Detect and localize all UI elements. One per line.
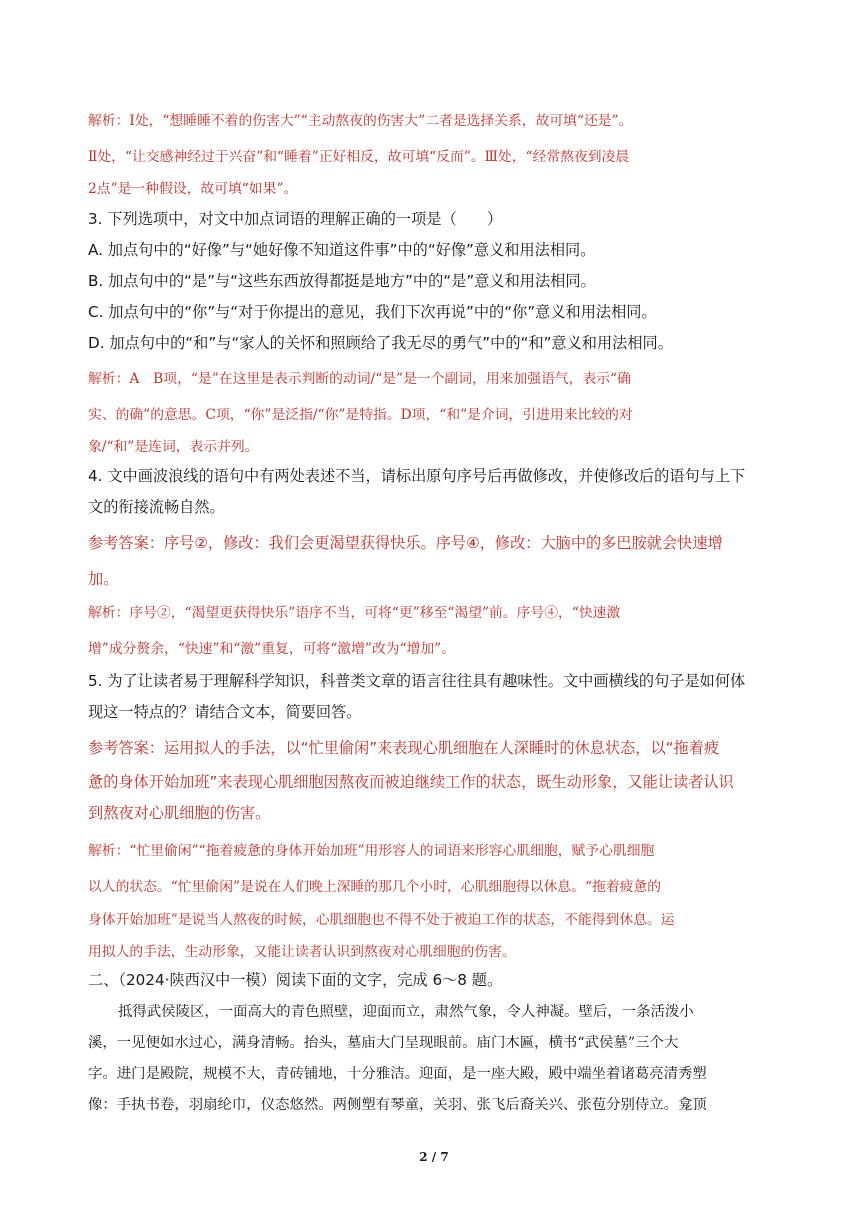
q5-answer-line-1 (88, 737, 778, 759)
q2-analysis-line-2: Ⅱ处，“让交感神经过于兴奋”和“睡着”正好相反，故可填“反而”。Ⅲ处，“经常熬夜到凌晨 (88, 149, 630, 165)
analysis-text: “忙里偷闲”“拖着疲惫的身体开始加班”用形容人的词语来形容心肌细胞，赋予心肌细胞 (129, 843, 655, 859)
q5-answer-line-2: 惫的身体开始加班”来表现心肌细胞因熬夜而被迫继续工作的状态，既生动形象，又能让读者认识 (88, 773, 734, 791)
passage-line-4: 像：手执书卷，羽扇纶巾，仪态悠然。两侧塑有琴童，关羽、张飞后裔关兴、张苞分别侍立。龛顶 (88, 1097, 707, 1113)
analysis-label: 解析： (88, 371, 130, 387)
analysis-label: 解析： (88, 605, 130, 621)
q4-analysis-line-1 (88, 602, 778, 624)
analysis-label: 解析： (88, 843, 130, 859)
q3-option-a: A. 加点句中的“好像”与“她好像不知道这件事”中的“好像”意义和用法相同。 (88, 241, 596, 259)
q5-answer-line-3: 到熬夜对心肌细胞的伤害。 (88, 804, 271, 822)
passage-line-1: 抵得武侯陵区，一面高大的青色照壁，迎面而立，肃然气象，令人神凝。壁后，一条活泼小 (118, 1004, 694, 1020)
q3-option-b: B. 加点句中的“是”与“这些东西放得都挺是地方”中的“是”意义和用法相同。 (88, 272, 596, 290)
q3-option-c: C. 加点句中的“你”与“对于你提出的意见，我们下次再说”中的“你”意义和用法相同。 (88, 303, 657, 321)
q4-stem-2: 文的衔接流畅自然。 (88, 498, 225, 516)
q5-stem-1: 5. 为了让读者易于理解科学知识，科普类文章的语言往往具有趣味性。文中画横线的句子是如何体 (88, 672, 746, 690)
q3-analysis-line-3: 象/“和”是连词，表示并列。 (88, 439, 259, 455)
q5-analysis-line-2: 以人的状态。“忙里偷闲”是说在人们晚上深睡的那几个小时，心肌细胞得以休息。“拖着疲惫的 (88, 879, 662, 895)
q3-option-d: D. 加点句中的“和”与“家人的关怀和照顾给了我无尽的勇气”中的“和”意义和用法相同。 (88, 334, 673, 352)
q5-analysis-line-4: 用拟人的手法，生动形象，又能让读者认识到熬夜对心肌细胞的伤害。 (88, 944, 516, 960)
analysis-label: 解析： (88, 113, 130, 129)
q2-analysis-line-3: 2点”是一种假设，故可填“如果”。 (88, 181, 298, 197)
q4-answer-line-2: 加。 (88, 570, 119, 588)
q5-analysis-line-1 (88, 840, 778, 862)
answer-text: 运用拟人的手法，以“忙里偷闲”来表现心肌细胞在人深睡时的休息状态，以“拖着疲 (163, 739, 720, 757)
q5-analysis-line-3: 身体开始加班”是说当人熬夜的时候，心肌细胞也不得不处于被迫工作的状态，不能得到休息。运 (88, 912, 675, 928)
analysis-text: A B项，“是”在这里是表示判断的动词/“是”是一个副词，用来加强语气，表示“确 (129, 371, 631, 387)
passage-line-2: 溪，一见便如水过心，满身清畅。抬头，墓庙大门呈现眼前。庙门木匾，横书“武侯墓”三个大 (88, 1035, 679, 1051)
section-2-heading: 二、（2024·陕西汉中一模）阅读下面的文字，完成 6～8 题。 (88, 971, 503, 989)
q2-analysis-line-1 (88, 110, 778, 132)
page-number: 2 / 7 (419, 1150, 449, 1164)
q4-stem-1: 4. 文中画波浪线的语句中有两处表述不当，请标出原句序号后再做修改，并使修改后的语句与上下 (88, 467, 746, 485)
answer-label: 参考答案： (88, 534, 164, 552)
passage-line-3: 字。进门是殿院，规模不大，青砖铺地，十分雅洁。迎面，是一座大殿，殿中端坐着诸葛亮清秀塑 (88, 1066, 707, 1082)
q5-stem-2: 现这一特点的？请结合文本，简要回答。 (88, 703, 362, 721)
analysis-text: Ⅰ处，“想睡睡不着的伤害大”“主动熬夜的伤害大”二者是选择关系，故可填“还是”。 (129, 113, 633, 129)
q3-stem: 3. 下列选项中，对文中加点词语的理解正确的一项是（ ） (88, 210, 503, 228)
answer-label: 参考答案： (88, 739, 164, 757)
q3-analysis-line-2: 实、的确”的意思。C项，“你”是泛指/“你”是特指。D项，“和”是介词，引进用来比较的对 (88, 407, 633, 423)
q4-answer-line-1 (88, 532, 778, 554)
q4-analysis-line-2: 增”成分赘余，“快速”和“激”重复，可将“激增”改为“增加”。 (88, 641, 456, 657)
q3-analysis-line-1 (88, 368, 778, 390)
answer-text: 序号②，修改：我们会更渴望获得快乐。序号④，修改：大脑中的多巴胺就会快速增 (163, 534, 723, 552)
analysis-text: 序号②，“渴望更获得快乐”语序不当，可将“更”移至“渴望”前。序号④，“快速激 (129, 605, 621, 621)
